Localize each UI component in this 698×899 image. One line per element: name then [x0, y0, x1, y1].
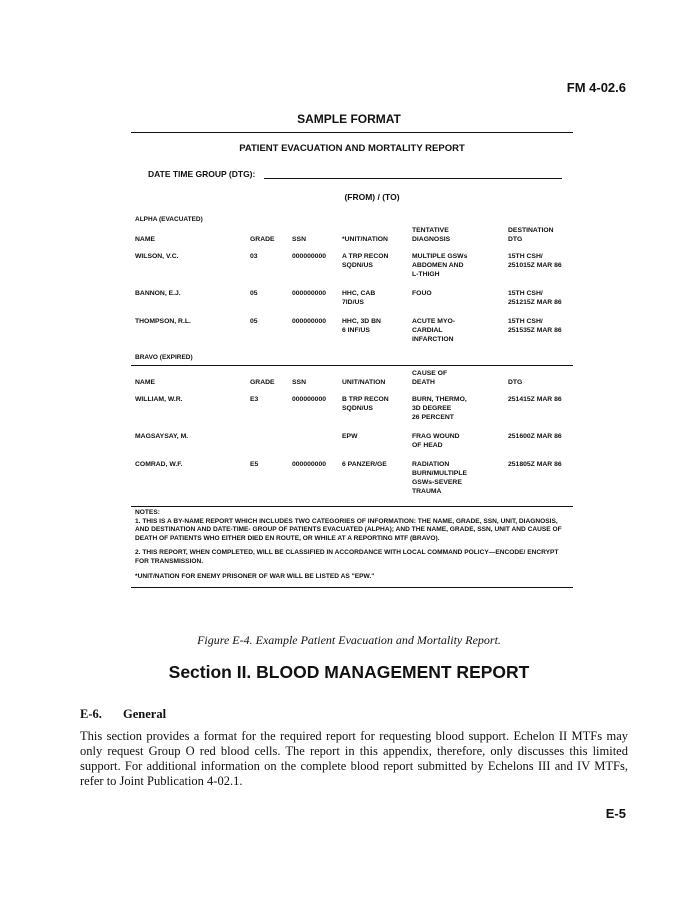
alpha-header-row: [131, 223, 573, 252]
table-row: [131, 460, 573, 506]
paragraph-title: General: [123, 707, 167, 721]
table-cell: 03: [250, 253, 258, 260]
table-cell: 15TH CSH/ 251015Z MAR 86: [508, 253, 562, 269]
dtg-label: DATE TIME GROUP (DTG):: [148, 169, 256, 179]
page-number: E-5: [605, 806, 626, 821]
bravo-header-row: [131, 366, 573, 395]
dtg-fill-line: [264, 170, 562, 179]
report-form: [131, 132, 573, 588]
table-cell: 15TH CSH/ 251215Z MAR 86: [508, 290, 562, 306]
table-cell: COMRAD, W.F.: [135, 461, 183, 468]
table-row: [131, 432, 573, 460]
note-3: *UNIT/NATION FOR ENEMY PRISONER OF WAR WILL BE LISTED AS "EPW.": [135, 572, 375, 580]
table-cell: EPW: [342, 433, 358, 440]
table-cell: HHC, 3D BN 6 INF/US: [342, 318, 381, 334]
form-title: SAMPLE FORMAT: [297, 112, 401, 126]
table-cell: 251600Z MAR 86: [508, 433, 562, 440]
section-heading: Section II. BLOOD MANAGEMENT REPORT: [168, 662, 530, 682]
header-cell: UNIT/NATION: [342, 379, 386, 386]
from-to-label: (FROM) / (TO): [344, 192, 400, 202]
header-cell: TENTATIVE DIAGNOSIS: [412, 227, 451, 243]
table-cell: HHC, CAB 7ID/US: [342, 290, 376, 306]
table-cell: 000000000: [292, 461, 327, 468]
report-title: PATIENT EVACUATION AND MORTALITY REPORT: [239, 143, 465, 154]
alpha-table: [131, 223, 573, 354]
table-cell: 000000000: [292, 290, 327, 297]
table-cell: 000000000: [292, 396, 327, 403]
notes-title: NOTES:: [135, 509, 160, 516]
table-cell: BANNON, E.J.: [135, 290, 181, 297]
note-1: 1. THIS IS A BY-NAME REPORT WHICH INCLUDES TWO CATEGORIES OF INFORMATION: THE NAME, GRADE, SSN, UNIT, DIAGNOSIS, AND DESTINATION AND DATE-TIME- GROUP OF PATIENTS EVACUATED (ALPHA); AND THE NAME, GRADE, SSN, UNIT AND CAUSE OF DEATH OF PATIENTS WHO EITHER DIED EN ROUTE, OR WHILE AT A REPORTING MTF (BRAVO).: [135, 517, 562, 542]
table-cell: B TRP RECON SQDN/US: [342, 396, 389, 412]
page-header: FM 4-02.6: [566, 80, 626, 95]
top-rule: [131, 132, 573, 133]
table-cell: 05: [250, 318, 258, 325]
table-cell: 000000000: [292, 253, 327, 260]
table-cell: 251415Z MAR 86: [508, 396, 562, 403]
table-cell: RADIATION BURN/MULTIPLE GSWs-SEVERE TRAUMA: [412, 461, 467, 495]
table-cell: E3: [250, 396, 259, 403]
bottom-rule: [131, 587, 573, 588]
table-cell: [292, 432, 342, 460]
bravo-label: BRAVO (EXPIRED): [135, 354, 193, 361]
table-cell: 000000000: [292, 318, 327, 325]
note-2: 2. THIS REPORT, WHEN COMPLETED, WILL BE CLASSIFIED IN ACCORDANCE WITH LOCAL COMMAND POLICY—ENCODE/ ENCRYPT FOR TRANSMISSION.: [135, 549, 559, 565]
table-cell: WILSON, V.C.: [135, 253, 179, 260]
header-cell: GRADE: [250, 236, 275, 243]
table-cell: FRAG WOUND OF HEAD: [412, 433, 460, 449]
table-cell: 6 PANZER/GE: [342, 461, 387, 468]
header-cell: *UNIT/NATION: [342, 236, 388, 243]
header-cell: DTG: [508, 379, 523, 386]
table-cell: MULTIPLE GSWs ABDOMEN AND L-THIGH: [412, 253, 468, 278]
header-cell: GRADE: [250, 379, 275, 386]
dtg-row: [148, 169, 573, 179]
paragraph-text: This section provides a format for the required report for requesting blood support. Echelon II MTFs may only request Group O red blood cells. The report in this appendix, therefore, only discusses this limited support. For additional information on the complete blood report submitted by Echelons III and IV MTFs, refer to Joint Publication 4-02.1.: [80, 729, 628, 788]
table-row: [131, 317, 573, 354]
table-row: [131, 395, 573, 432]
header-cell: DESTINATION DTG: [508, 227, 554, 243]
table-row: [131, 289, 573, 317]
notes-rule: [131, 506, 573, 507]
header-cell: SSN: [292, 379, 306, 386]
table-cell: 15TH CSH/ 251535Z MAR 86: [508, 318, 562, 334]
header-cell: CAUSE OF DEATH: [412, 370, 448, 386]
table-cell: A TRP RECON SQDN/US: [342, 253, 389, 269]
table-cell: THOMPSON, R.L.: [135, 318, 191, 325]
table-cell: MAGSAYSAY, M.: [135, 433, 189, 440]
header-cell: NAME: [135, 379, 156, 386]
paragraph-heading: [80, 707, 166, 722]
table-cell: ACUTE MYO- CARDIAL INFARCTION: [412, 318, 456, 343]
paragraph-number: E-6.: [80, 707, 102, 721]
table-cell: BURN, THERMO, 3D DEGREE 26 PERCENT: [412, 396, 467, 421]
table-cell: E5: [250, 461, 259, 468]
table-cell: [250, 432, 292, 460]
alpha-label: ALPHA (EVACUATED): [135, 216, 203, 223]
table-cell: 251805Z MAR 86: [508, 461, 562, 468]
header-cell: NAME: [135, 236, 156, 243]
table-cell: 05: [250, 290, 258, 297]
table-cell: WILLIAM, W.R.: [135, 396, 183, 403]
table-cell: FOUO: [412, 290, 432, 297]
header-cell: SSN: [292, 236, 306, 243]
bravo-table: [131, 366, 573, 506]
table-row: [131, 252, 573, 289]
notes-block: [131, 509, 573, 581]
figure-caption: Figure E-4. Example Patient Evacuation and Mortality Report.: [197, 633, 501, 647]
